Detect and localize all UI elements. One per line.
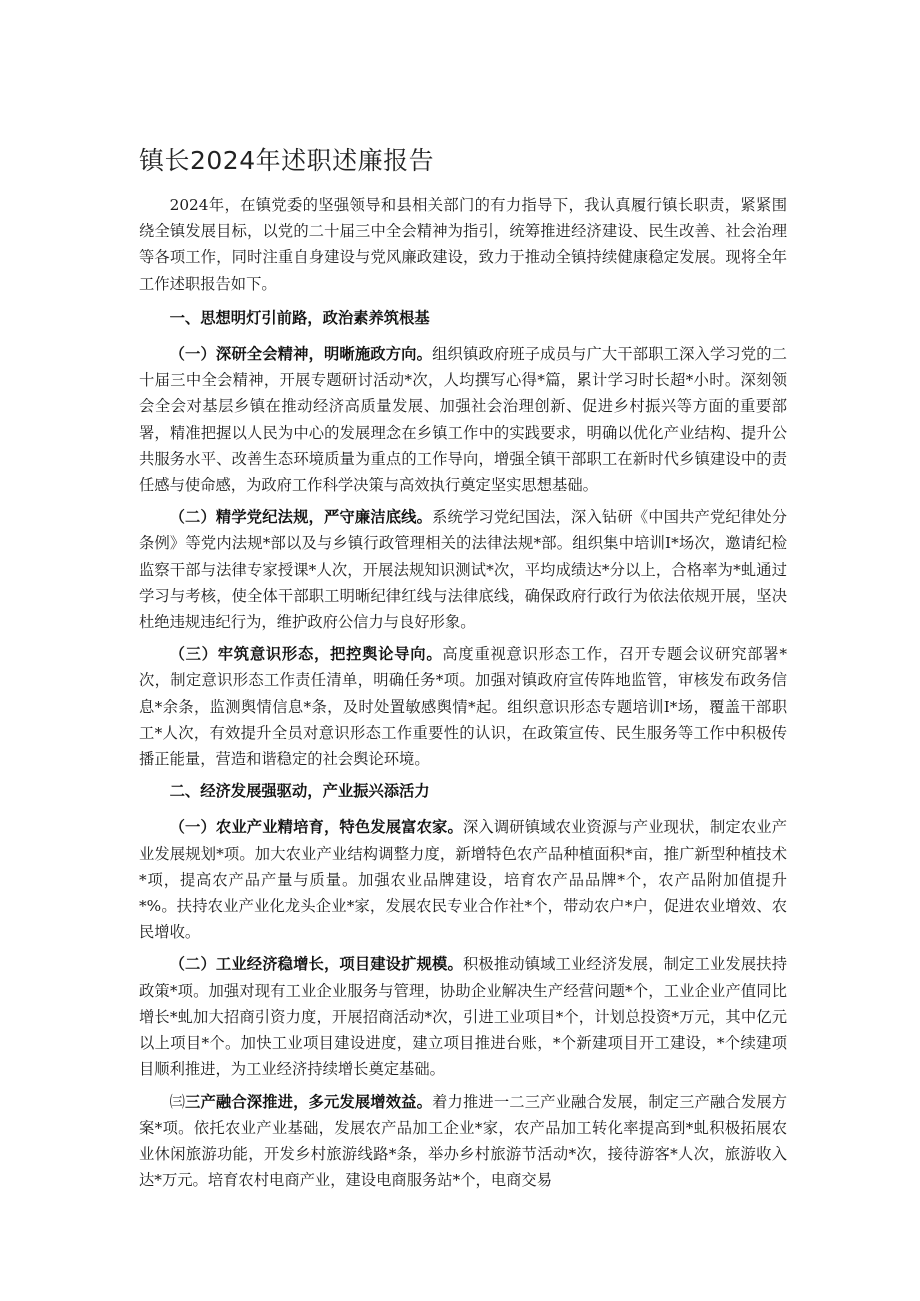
item-number: （二）	[169, 955, 216, 974]
item-number: （一）	[169, 345, 216, 364]
item-text: 高度重视意识形态工作，召开专题会议研究部署*次，制定意识形态工作责任清单，明确任务*项。加强对镇政府宣传阵地监管，审核发布政务信息*余条，监测舆情信息*条，及时处置敏感舆情*起。组织意识形态专题培训I*场，覆盖干部职工*人次，有效提升全员对意识形态工作重要性的认识，在政策宣传、民生服务等工作中积极传播正能量，营造和谐稳定的社会舆论环境。	[139, 645, 787, 769]
section-2-item-1	[139, 814, 787, 945]
section-1-item-2	[139, 504, 787, 635]
item-lead: 工业经济稳增长，项目建设扩规模。	[215, 955, 463, 974]
item-lead: 农业产业精培育，特色发展富农家。	[215, 818, 463, 837]
item-text: 系统学习党纪国法，深入钻研《中国共产党纪律处分条例》等党内法规*部以及与乡镇行政管理相关的法律法规*部。组织集中培训I*场次，邀请纪检监察干部与法律专家授课*人次，开展法规知识测试*次，平均成绩达*分以上，合格率为*虬通过学习与考核，使全体干部职工明晰纪律红线与法律底线，确保政府行政行为依法依规开展，坚决杜绝违规违纪行为，维护政府公信力与良好形象。	[139, 508, 787, 632]
item-lead: 深研全会精神，明晰施政方向。	[215, 345, 433, 364]
item-lead: 三产融合深推进，多元发展增效益。	[185, 1092, 433, 1111]
section-heading-1: 一、思想明灯引前路，政治素养筑根基	[169, 308, 430, 327]
document-body	[139, 192, 787, 1199]
section-1-item-1	[139, 341, 787, 498]
section-heading-2: 二、经济发展强驱动，产业振兴添活力	[169, 782, 430, 801]
intro-paragraph: 2024年，在镇党委的坚强领导和县相关部门的有力指导下，我认真履行镇长职责，紧紧围绕全镇发展目标，以党的二十届三中全会精神为指引，统筹推进经济建设、民生改善、社会治理等各项工作，同时注重自身建设与党风廉政建设，致力于推动全镇持续健康稳定发展。现将全年工作述职报告如下。	[139, 196, 787, 293]
item-number: （一）	[169, 818, 216, 837]
document-title: 镇长2024年述职述廉报告	[139, 146, 435, 175]
item-text: 深入调研镇域农业资源与产业现状，制定农业产业发展规划*项。加大农业产业结构调整力度，新增特色农产品种植面积*亩，推广新型种植技术*项，提高农产品产量与质量。加强农业品牌建设，培育农产品品牌*个，农产品附加值提升*%。扶持农业产业化龙头企业*家，发展农民专业合作社*个，带动农户*户，促进农业增效、农民增收。	[139, 818, 787, 942]
item-text: 组织镇政府班子成员与广大干部职工深入学习党的二十届三中全会精神，开展专题研讨活动*次，人均撰写心得*篇，累计学习时长超*小时。深刻领会全会对基层乡镇在推动经济高质量发展、加强社会治理创新、促进乡村振兴等方面的重要部署，精准把握以人民为中心的发展理念在乡镇工作中的实践要求，明确以优化产业结构、提升公共服务水平、改善生态环境质量为重点的工作导向，增强全镇干部职工在新时代乡镇建设中的责任感与使命感，为政府工作科学决策与高效执行奠定坚实思想基础。	[139, 345, 787, 495]
section-2-item-2	[139, 951, 787, 1082]
section-2-item-3	[139, 1089, 787, 1194]
item-number: （二）	[169, 508, 216, 527]
section-1-item-3	[139, 641, 787, 772]
item-lead: 牢筑意识形态，把控舆论导向。	[217, 645, 443, 664]
item-number: （三）	[169, 645, 218, 664]
item-number: ㈢	[169, 1092, 186, 1111]
item-text: 着力推进一二三产业融合发展，制定三产融合发展方案*项。依托农业产业基础，发展农产品加工企业*家，农产品加工转化率提高到*虬积极拓展农业休闲旅游功能，开发乡村旅游线路*条，举办乡村旅游节活动*次，接待游客*人次，旅游收入达*万元。培育农村电商产业，建设电商服务站*个，电商交易	[139, 1092, 787, 1190]
item-lead: 精学党纪法规，严守廉洁底线。	[215, 508, 433, 527]
item-text: 积极推动镇域工业经济发展，制定工业发展扶持政策*项。加强对现有工业企业服务与管理，协助企业解决生产经营问题*个，工业企业产值同比增长*虬加大招商引资力度，开展招商活动*次，引进工业项目*个，计划总投资*万元，其中亿元以上项目*个。加快工业项目建设进度，建立项目推进台账，*个新建项目开工建设，*个续建项目顺利推进，为工业经济持续增长奠定基础。	[139, 955, 787, 1079]
